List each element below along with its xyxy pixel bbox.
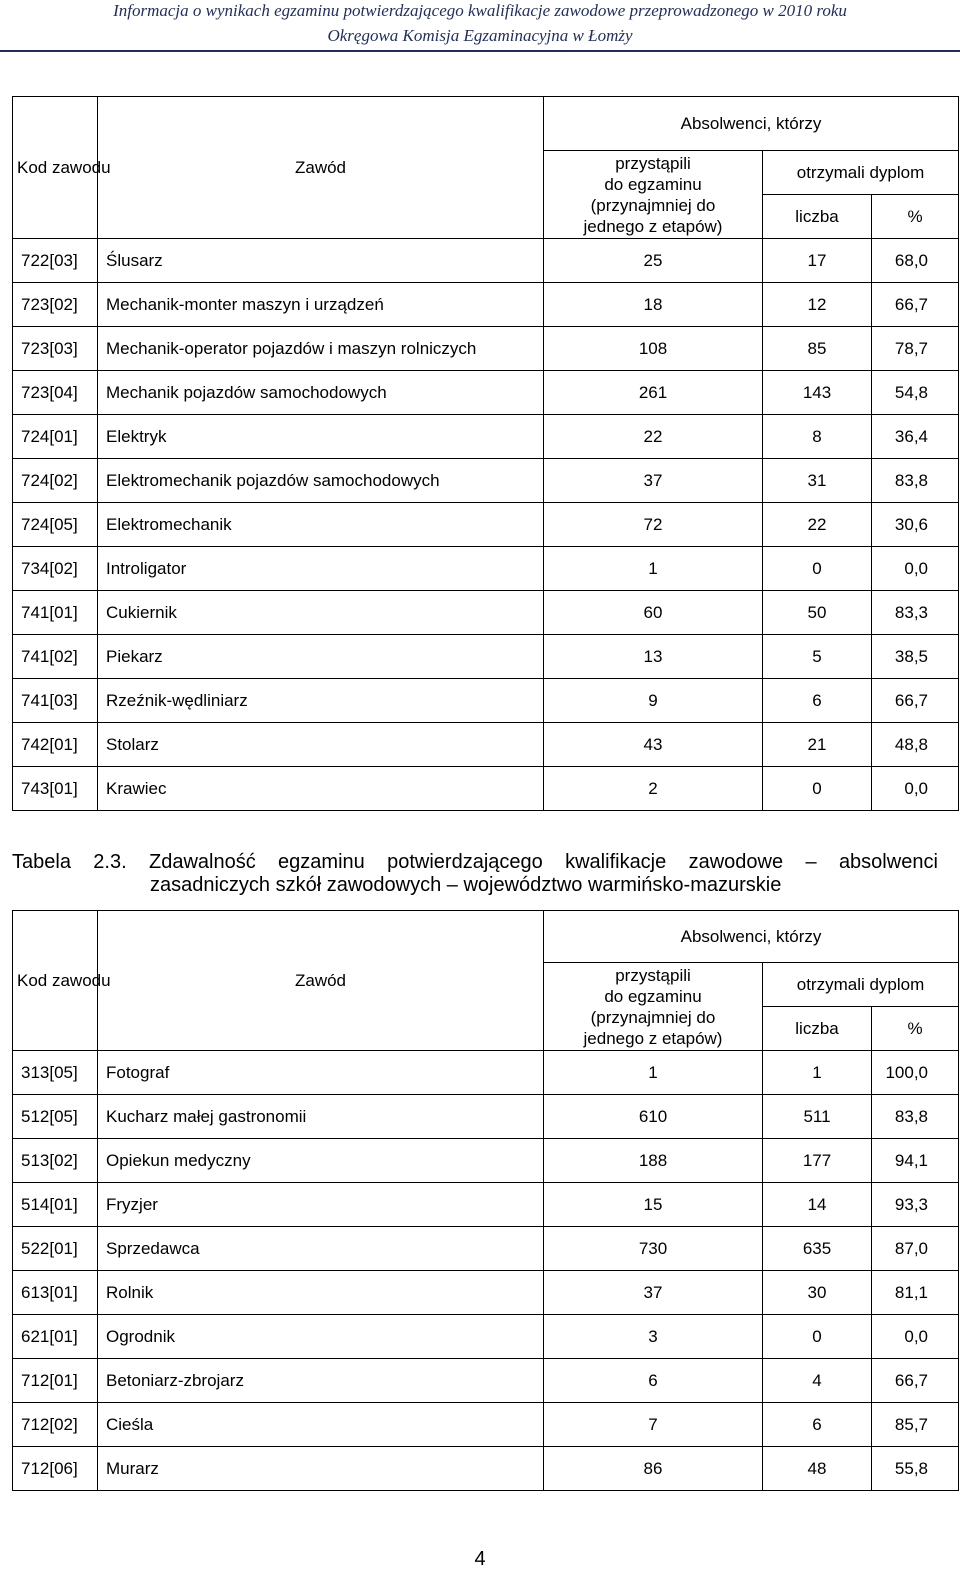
cell-przystapili: 6	[544, 1359, 763, 1403]
col-header-zawod: Zawód	[98, 97, 544, 239]
cell-liczba: 85	[763, 327, 872, 371]
col-header-przystapili	[544, 151, 763, 239]
cell-kod: 724[01]	[13, 415, 98, 459]
cell-kod: 512[05]	[13, 1095, 98, 1139]
cell-przystapili: 22	[544, 415, 763, 459]
cell-kod: 621[01]	[13, 1315, 98, 1359]
cell-zawod: Mechanik-operator pojazdów i maszyn rolniczych	[98, 327, 544, 371]
cell-pct: 78,7	[872, 327, 959, 371]
cell-zawod: Elektromechanik pojazdów samochodowych	[98, 459, 544, 503]
cell-pct: 87,0	[872, 1227, 959, 1271]
cell-zawod: Opiekun medyczny	[98, 1139, 544, 1183]
table-row	[13, 635, 959, 679]
cell-liczba: 0	[763, 547, 872, 591]
cell-zawod: Kucharz małej gastronomii	[98, 1095, 544, 1139]
cell-zawod: Betoniarz-zbrojarz	[98, 1359, 544, 1403]
cell-zawod: Piekarz	[98, 635, 544, 679]
cell-pct: 94,1	[872, 1139, 959, 1183]
cell-zawod: Ogrodnik	[98, 1315, 544, 1359]
cell-kod: 712[06]	[13, 1447, 98, 1491]
cell-przystapili: 37	[544, 1271, 763, 1315]
cell-kod: 743[01]	[13, 767, 98, 811]
cell-kod: 723[03]	[13, 327, 98, 371]
cell-pct: 0,0	[872, 767, 959, 811]
cell-zawod: Mechanik-monter maszyn i urządzeń	[98, 283, 544, 327]
cell-przystapili: 43	[544, 723, 763, 767]
cell-kod: 522[01]	[13, 1227, 98, 1271]
cell-kod: 741[01]	[13, 591, 98, 635]
cell-przystapili: 188	[544, 1139, 763, 1183]
cell-pct: 66,7	[872, 283, 959, 327]
cell-liczba: 30	[763, 1271, 872, 1315]
col-header-pct: %	[872, 195, 959, 239]
cell-liczba: 48	[763, 1447, 872, 1491]
cell-przystapili: 37	[544, 459, 763, 503]
col-header-kod: Kod zawodu	[13, 911, 98, 1051]
table-row	[13, 1095, 959, 1139]
przystapili-line-1: przystąpili	[615, 153, 691, 173]
cell-pct: 66,7	[872, 1359, 959, 1403]
cell-kod: 712[02]	[13, 1403, 98, 1447]
table-caption	[12, 851, 938, 897]
cell-pct: 0,0	[872, 1315, 959, 1359]
przystapili-line-2: do egzaminu	[604, 174, 702, 194]
cell-przystapili: 1	[544, 547, 763, 591]
cell-kod: 613[01]	[13, 1271, 98, 1315]
cell-kod: 513[02]	[13, 1139, 98, 1183]
col-header-liczba: liczba	[763, 1007, 872, 1051]
results-table-1	[12, 96, 959, 811]
table-row	[13, 723, 959, 767]
table-row	[13, 415, 959, 459]
cell-pct: 38,5	[872, 635, 959, 679]
cell-przystapili: 7	[544, 1403, 763, 1447]
table-row	[13, 1227, 959, 1271]
cell-przystapili: 18	[544, 283, 763, 327]
przystapili-line-2: do egzaminu	[604, 986, 702, 1006]
cell-zawod: Ślusarz	[98, 239, 544, 283]
cell-kod: 712[01]	[13, 1359, 98, 1403]
cell-zawod: Introligator	[98, 547, 544, 591]
caption-word: –	[805, 851, 817, 873]
cell-liczba: 8	[763, 415, 872, 459]
table-row	[13, 371, 959, 415]
table-row	[13, 459, 959, 503]
przystapili-line-3: (przynajmniej do	[590, 1007, 716, 1027]
table-row	[13, 1403, 959, 1447]
cell-pct: 81,1	[872, 1271, 959, 1315]
cell-zawod: Rolnik	[98, 1271, 544, 1315]
cell-liczba: 177	[763, 1139, 872, 1183]
cell-liczba: 4	[763, 1359, 872, 1403]
cell-zawod: Rzeźnik-wędliniarz	[98, 679, 544, 723]
przystapili-line-1: przystąpili	[615, 965, 691, 985]
cell-przystapili: 261	[544, 371, 763, 415]
page-number: 4	[474, 1548, 486, 1570]
table-row	[13, 1139, 959, 1183]
cell-liczba: 31	[763, 459, 872, 503]
cell-kod: 724[02]	[13, 459, 98, 503]
cell-przystapili: 25	[544, 239, 763, 283]
cell-liczba: 1	[763, 1051, 872, 1095]
cell-pct: 83,8	[872, 459, 959, 503]
table-row	[13, 1271, 959, 1315]
cell-liczba: 50	[763, 591, 872, 635]
results-table-2	[12, 910, 959, 1491]
cell-kod: 723[02]	[13, 283, 98, 327]
table-row	[13, 591, 959, 635]
cell-przystapili: 9	[544, 679, 763, 723]
caption-number: 2.3.	[93, 851, 127, 873]
cell-przystapili: 730	[544, 1227, 763, 1271]
cell-pct: 85,7	[872, 1403, 959, 1447]
cell-kod: 724[05]	[13, 503, 98, 547]
cell-przystapili: 610	[544, 1095, 763, 1139]
table-row	[13, 1359, 959, 1403]
cell-kod: 741[02]	[13, 635, 98, 679]
cell-liczba: 5	[763, 635, 872, 679]
caption-word: kwalifikacje	[565, 851, 667, 873]
przystapili-line-4: jednego z etapów)	[583, 1028, 723, 1048]
cell-pct: 83,8	[872, 1095, 959, 1139]
cell-zawod: Fotograf	[98, 1051, 544, 1095]
cell-pct: 30,6	[872, 503, 959, 547]
table-row	[13, 503, 959, 547]
cell-zawod: Cieśla	[98, 1403, 544, 1447]
cell-kod: 741[03]	[13, 679, 98, 723]
caption-word: Zdawalność	[148, 851, 256, 873]
col-header-przystapili	[544, 963, 763, 1051]
table-row	[13, 679, 959, 723]
cell-liczba: 21	[763, 723, 872, 767]
col-header-otrzymali: otrzymali dyplom	[763, 151, 959, 195]
cell-pct: 83,3	[872, 591, 959, 635]
cell-liczba: 12	[763, 283, 872, 327]
cell-kod: 313[05]	[13, 1051, 98, 1095]
caption-line-2: zasadniczych szkół zawodowych – województwo warmińsko-mazurskie	[150, 874, 782, 896]
table-row	[13, 1315, 959, 1359]
cell-zawod: Sprzedawca	[98, 1227, 544, 1271]
cell-liczba: 143	[763, 371, 872, 415]
header-title: Informacja o wynikach egzaminu potwierdzającego kwalifikacje zawodowe przeprowadzonego w 2010 roku	[113, 1, 847, 20]
cell-zawod: Murarz	[98, 1447, 544, 1491]
cell-liczba: 6	[763, 1403, 872, 1447]
cell-przystapili: 72	[544, 503, 763, 547]
table-row	[13, 283, 959, 327]
cell-liczba: 635	[763, 1227, 872, 1271]
cell-pct: 66,7	[872, 679, 959, 723]
cell-pct: 100,0	[872, 1051, 959, 1095]
col-header-zawod: Zawód	[98, 911, 544, 1051]
table-row	[13, 767, 959, 811]
cell-kod: 742[01]	[13, 723, 98, 767]
cell-pct: 36,4	[872, 415, 959, 459]
cell-kod: 722[03]	[13, 239, 98, 283]
cell-liczba: 22	[763, 503, 872, 547]
przystapili-line-3: (przynajmniej do	[590, 195, 716, 215]
cell-przystapili: 1	[544, 1051, 763, 1095]
cell-liczba: 17	[763, 239, 872, 283]
cell-zawod: Fryzjer	[98, 1183, 544, 1227]
cell-pct: 54,8	[872, 371, 959, 415]
caption-word: potwierdzającego	[387, 851, 543, 873]
cell-liczba: 0	[763, 1315, 872, 1359]
header-subtitle: Okręgowa Komisja Egzaminacyjna w Łomży	[327, 26, 633, 45]
cell-kod: 514[01]	[13, 1183, 98, 1227]
table-row	[13, 1051, 959, 1095]
cell-pct: 68,0	[872, 239, 959, 283]
cell-przystapili: 15	[544, 1183, 763, 1227]
cell-przystapili: 2	[544, 767, 763, 811]
col-header-liczba: liczba	[763, 195, 872, 239]
cell-liczba: 0	[763, 767, 872, 811]
cell-przystapili: 108	[544, 327, 763, 371]
col-header-kod: Kod zawodu	[13, 97, 98, 239]
cell-zawod: Cukiernik	[98, 591, 544, 635]
cell-liczba: 14	[763, 1183, 872, 1227]
cell-przystapili: 13	[544, 635, 763, 679]
cell-zawod: Elektromechanik	[98, 503, 544, 547]
cell-pct: 0,0	[872, 547, 959, 591]
cell-kod: 723[04]	[13, 371, 98, 415]
header-rule	[0, 50, 960, 52]
table-row	[13, 1183, 959, 1227]
cell-liczba: 6	[763, 679, 872, 723]
col-header-pct: %	[872, 1007, 959, 1051]
cell-pct: 55,8	[872, 1447, 959, 1491]
caption-word: absolwenci	[838, 851, 938, 873]
cell-pct: 48,8	[872, 723, 959, 767]
caption-word: zawodowe	[688, 851, 784, 873]
cell-zawod: Stolarz	[98, 723, 544, 767]
cell-zawod: Krawiec	[98, 767, 544, 811]
cell-kod: 734[02]	[13, 547, 98, 591]
table-row	[13, 239, 959, 283]
cell-liczba: 511	[763, 1095, 872, 1139]
table-row	[13, 1447, 959, 1491]
cell-zawod: Mechanik pojazdów samochodowych	[98, 371, 544, 415]
cell-pct: 93,3	[872, 1183, 959, 1227]
cell-zawod: Elektryk	[98, 415, 544, 459]
cell-przystapili: 60	[544, 591, 763, 635]
przystapili-line-4: jednego z etapów)	[583, 216, 723, 236]
col-header-absolwenci: Absolwenci, którzy	[544, 911, 959, 963]
table-row	[13, 327, 959, 371]
cell-przystapili: 3	[544, 1315, 763, 1359]
col-header-absolwenci: Absolwenci, którzy	[544, 97, 959, 151]
table-row	[13, 547, 959, 591]
caption-word: egzaminu	[278, 851, 365, 873]
caption-label: Tabela	[12, 851, 71, 873]
col-header-otrzymali: otrzymali dyplom	[763, 963, 959, 1007]
cell-przystapili: 86	[544, 1447, 763, 1491]
